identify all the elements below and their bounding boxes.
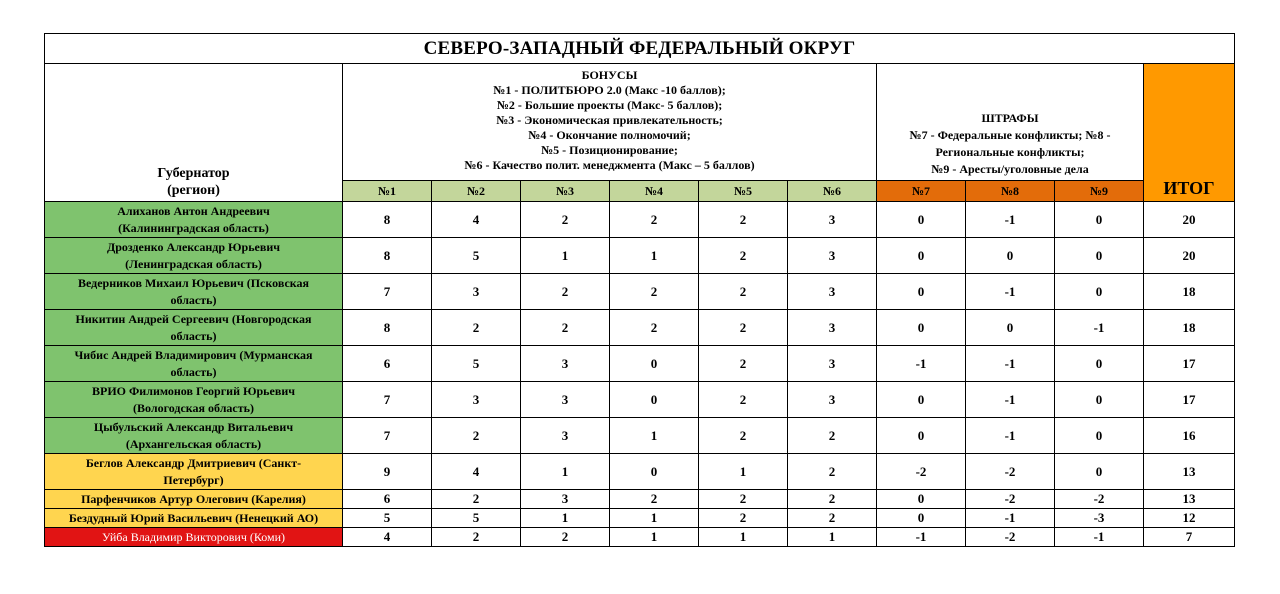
- governor-name-line: (Ленинградская область): [125, 256, 262, 271]
- bonus-score-cell: 2: [788, 454, 877, 490]
- bonus-score-cell: 1: [610, 528, 699, 547]
- bonus-score-cell: 3: [788, 382, 877, 418]
- bonus-score-cell: 5: [432, 238, 521, 274]
- governor-name-line: (Калининградская область): [118, 220, 269, 235]
- bonus-legend: [343, 64, 877, 181]
- bonus-score-cell: 3: [788, 310, 877, 346]
- bonus-score-cell: 2: [788, 509, 877, 528]
- table-row: [45, 528, 1235, 547]
- bonus-legend-line: №5 - Позиционирование;: [541, 143, 678, 157]
- fine-heading: ШТРАФЫ: [981, 111, 1039, 125]
- bonus-score-cell: 6: [343, 346, 432, 382]
- bonus-score-cell: 2: [432, 528, 521, 547]
- bonus-score-cell: 1: [699, 528, 788, 547]
- governor-name-line: Никитин Андрей Сергеевич (Новгородская: [75, 311, 312, 326]
- fine-score-cell: -1: [966, 418, 1055, 454]
- bonus-column-header: №2: [432, 181, 521, 202]
- bonus-score-cell: 2: [432, 490, 521, 509]
- bonus-score-cell: 6: [343, 490, 432, 509]
- bonus-score-cell: 4: [432, 454, 521, 490]
- bonus-score-cell: 1: [788, 528, 877, 547]
- fine-score-cell: 0: [877, 418, 966, 454]
- table-row: [45, 274, 1235, 310]
- table-row: [45, 202, 1235, 238]
- fine-score-cell: 0: [1055, 202, 1144, 238]
- fine-score-cell: 0: [1055, 238, 1144, 274]
- fine-score-cell: 0: [877, 274, 966, 310]
- bonus-score-cell: 2: [521, 202, 610, 238]
- bonus-score-cell: 1: [610, 509, 699, 528]
- fine-score-cell: 0: [877, 509, 966, 528]
- fine-score-cell: 0: [877, 202, 966, 238]
- total-score-cell: 18: [1144, 274, 1235, 310]
- bonus-score-cell: 2: [521, 528, 610, 547]
- governor-cell: [45, 509, 343, 528]
- bonus-score-cell: 2: [699, 346, 788, 382]
- bonus-score-cell: 1: [521, 454, 610, 490]
- fine-legend-line: №7 - Федеральные конфликты; №8 -: [909, 128, 1111, 142]
- table-row: [45, 418, 1235, 454]
- governor-ranking-table: [44, 33, 1235, 547]
- governor-cell: [45, 418, 343, 454]
- bonus-score-cell: 2: [788, 490, 877, 509]
- bonus-score-cell: 2: [788, 418, 877, 454]
- bonus-legend-line: №1 - ПОЛИТБЮРО 2.0 (Макс -10 баллов);: [493, 83, 726, 97]
- bonus-score-cell: 8: [343, 238, 432, 274]
- bonus-score-cell: 2: [699, 382, 788, 418]
- total-score-cell: 20: [1144, 202, 1235, 238]
- governor-cell: [45, 528, 343, 547]
- bonus-score-cell: 1: [699, 454, 788, 490]
- governor-name-line: Цыбульский Александр Витальевич: [93, 419, 294, 434]
- bonus-heading: БОНУСЫ: [581, 68, 638, 82]
- governor-name-line: область): [170, 292, 217, 307]
- bonus-score-cell: 2: [432, 310, 521, 346]
- fine-score-cell: -2: [1055, 490, 1144, 509]
- fine-score-cell: -1: [877, 528, 966, 547]
- governor-name-line: (Архангельская область): [125, 436, 262, 451]
- bonus-score-cell: 1: [521, 509, 610, 528]
- governor-name-line: Уйба Владимир Викторович (Коми): [101, 529, 286, 544]
- bonus-score-cell: 3: [788, 202, 877, 238]
- bonus-score-cell: 7: [343, 382, 432, 418]
- bonus-column-header: №3: [521, 181, 610, 202]
- total-score-cell: 17: [1144, 382, 1235, 418]
- table-row: [45, 346, 1235, 382]
- bonus-score-cell: 3: [432, 274, 521, 310]
- fine-score-cell: 0: [1055, 454, 1144, 490]
- bonus-score-cell: 5: [432, 346, 521, 382]
- fine-column-header: №8: [966, 181, 1055, 202]
- bonus-score-cell: 1: [610, 238, 699, 274]
- governor-name-line: Дрозденко Александр Юрьевич: [106, 239, 281, 254]
- governor-name-line: область): [170, 364, 217, 379]
- governor-name-line: ВРИО Филимонов Георгий Юрьевич: [92, 383, 295, 398]
- bonus-score-cell: 0: [610, 454, 699, 490]
- table-row: [45, 238, 1235, 274]
- bonus-score-cell: 7: [343, 418, 432, 454]
- total-column-header: ИТОГ: [1144, 64, 1235, 202]
- total-score-cell: 13: [1144, 454, 1235, 490]
- governor-name-line: Петербург): [163, 472, 224, 487]
- fine-score-cell: -1: [966, 274, 1055, 310]
- total-score-cell: 16: [1144, 418, 1235, 454]
- fine-score-cell: -1: [1055, 310, 1144, 346]
- table-row: [45, 310, 1235, 346]
- governor-cell: [45, 382, 343, 418]
- bonus-score-cell: 1: [521, 238, 610, 274]
- fine-score-cell: -1: [1055, 528, 1144, 547]
- fine-score-cell: 0: [966, 310, 1055, 346]
- bonus-score-cell: 3: [521, 418, 610, 454]
- fine-score-cell: 0: [877, 310, 966, 346]
- table-row: [45, 509, 1235, 528]
- bonus-score-cell: 3: [788, 346, 877, 382]
- fine-column-header: №7: [877, 181, 966, 202]
- table-title: СЕВЕРО-ЗАПАДНЫЙ ФЕДЕРАЛЬНЫЙ ОКРУГ: [45, 34, 1235, 64]
- bonus-score-cell: 4: [343, 528, 432, 547]
- fine-score-cell: -2: [966, 490, 1055, 509]
- governor-name-line: Парфенчиков Артур Олегович (Карелия): [81, 491, 306, 506]
- fine-score-cell: -2: [877, 454, 966, 490]
- bonus-score-cell: 2: [699, 274, 788, 310]
- bonus-score-cell: 2: [610, 202, 699, 238]
- governor-column-header: [45, 64, 343, 202]
- bonus-score-cell: 2: [610, 490, 699, 509]
- governor-name-line: Бездудный Юрий Васильевич (Ненецкий АО): [68, 510, 319, 525]
- bonus-score-cell: 2: [521, 310, 610, 346]
- bonus-score-cell: 3: [521, 490, 610, 509]
- bonus-legend-line: №4 - Окончание полномочий;: [528, 128, 691, 142]
- total-score-cell: 13: [1144, 490, 1235, 509]
- fine-score-cell: -1: [966, 202, 1055, 238]
- fine-score-cell: 0: [966, 238, 1055, 274]
- governor-name-line: Ведерников Михаил Юрьевич (Псковская: [77, 275, 310, 290]
- total-score-cell: 7: [1144, 528, 1235, 547]
- total-score-cell: 17: [1144, 346, 1235, 382]
- fine-column-header: №9: [1055, 181, 1144, 202]
- governor-name-line: Алиханов Антон Андреевич: [117, 203, 270, 218]
- fine-score-cell: -1: [966, 382, 1055, 418]
- table-row: [45, 454, 1235, 490]
- governor-cell: [45, 274, 343, 310]
- governor-cell: [45, 310, 343, 346]
- bonus-score-cell: 0: [610, 346, 699, 382]
- total-score-cell: 12: [1144, 509, 1235, 528]
- bonus-score-cell: 7: [343, 274, 432, 310]
- bonus-column-header: №5: [699, 181, 788, 202]
- bonus-score-cell: 8: [343, 310, 432, 346]
- fine-score-cell: -1: [966, 509, 1055, 528]
- fine-score-cell: 0: [1055, 382, 1144, 418]
- fine-score-cell: 0: [1055, 346, 1144, 382]
- governor-name-line: область): [170, 328, 217, 343]
- bonus-score-cell: 2: [699, 490, 788, 509]
- bonus-score-cell: 2: [432, 418, 521, 454]
- governor-cell: [45, 346, 343, 382]
- fine-legend-line: №9 - Аресты/уголовные дела: [931, 162, 1089, 176]
- fine-score-cell: -1: [877, 346, 966, 382]
- fine-score-cell: -2: [966, 528, 1055, 547]
- fine-legend: [877, 64, 1144, 181]
- bonus-score-cell: 5: [432, 509, 521, 528]
- governor-name-line: Беглов Александр Дмитриевич (Санкт-: [85, 455, 302, 470]
- governor-name-line: (Вологодская область): [133, 400, 254, 415]
- bonus-score-cell: 0: [610, 382, 699, 418]
- fine-score-cell: 0: [877, 490, 966, 509]
- bonus-legend-line: №6 - Качество полит. менеджмента (Макс – 5 баллов): [464, 158, 755, 172]
- bonus-score-cell: 3: [788, 238, 877, 274]
- governor-cell: [45, 238, 343, 274]
- bonus-score-cell: 3: [432, 382, 521, 418]
- fine-score-cell: -2: [966, 454, 1055, 490]
- bonus-score-cell: 3: [521, 382, 610, 418]
- region-header-line: (регион): [167, 183, 220, 198]
- fine-legend-line: Региональные конфликты;: [935, 145, 1085, 159]
- governor-cell: [45, 202, 343, 238]
- total-score-cell: 20: [1144, 238, 1235, 274]
- fine-score-cell: 0: [877, 238, 966, 274]
- bonus-score-cell: 2: [699, 202, 788, 238]
- bonus-score-cell: 3: [521, 346, 610, 382]
- bonus-score-cell: 5: [343, 509, 432, 528]
- fine-score-cell: 0: [877, 382, 966, 418]
- bonus-score-cell: 2: [699, 310, 788, 346]
- bonus-score-cell: 2: [699, 418, 788, 454]
- fine-score-cell: 0: [1055, 418, 1144, 454]
- bonus-legend-line: №3 - Экономическая привлекательность;: [496, 113, 723, 127]
- bonus-score-cell: 8: [343, 202, 432, 238]
- bonus-column-header: №4: [610, 181, 699, 202]
- fine-score-cell: -3: [1055, 509, 1144, 528]
- table-row: [45, 382, 1235, 418]
- fine-score-cell: 0: [1055, 274, 1144, 310]
- bonus-score-cell: 2: [699, 509, 788, 528]
- governor-cell: [45, 454, 343, 490]
- table-row: [45, 490, 1235, 509]
- bonus-score-cell: 4: [432, 202, 521, 238]
- governor-cell: [45, 490, 343, 509]
- fine-score-cell: -1: [966, 346, 1055, 382]
- bonus-score-cell: 2: [610, 274, 699, 310]
- bonus-column-header: №6: [788, 181, 877, 202]
- bonus-score-cell: 3: [788, 274, 877, 310]
- bonus-score-cell: 1: [610, 418, 699, 454]
- governor-name-line: Чибис Андрей Владимирович (Мурманская: [74, 347, 313, 362]
- bonus-legend-line: №2 - Большие проекты (Макс- 5 баллов);: [496, 98, 723, 112]
- governor-header-line: Губернатор: [157, 166, 230, 181]
- total-score-cell: 18: [1144, 310, 1235, 346]
- bonus-score-cell: 2: [521, 274, 610, 310]
- bonus-score-cell: 2: [699, 238, 788, 274]
- bonus-score-cell: 9: [343, 454, 432, 490]
- bonus-column-header: №1: [343, 181, 432, 202]
- bonus-score-cell: 2: [610, 310, 699, 346]
